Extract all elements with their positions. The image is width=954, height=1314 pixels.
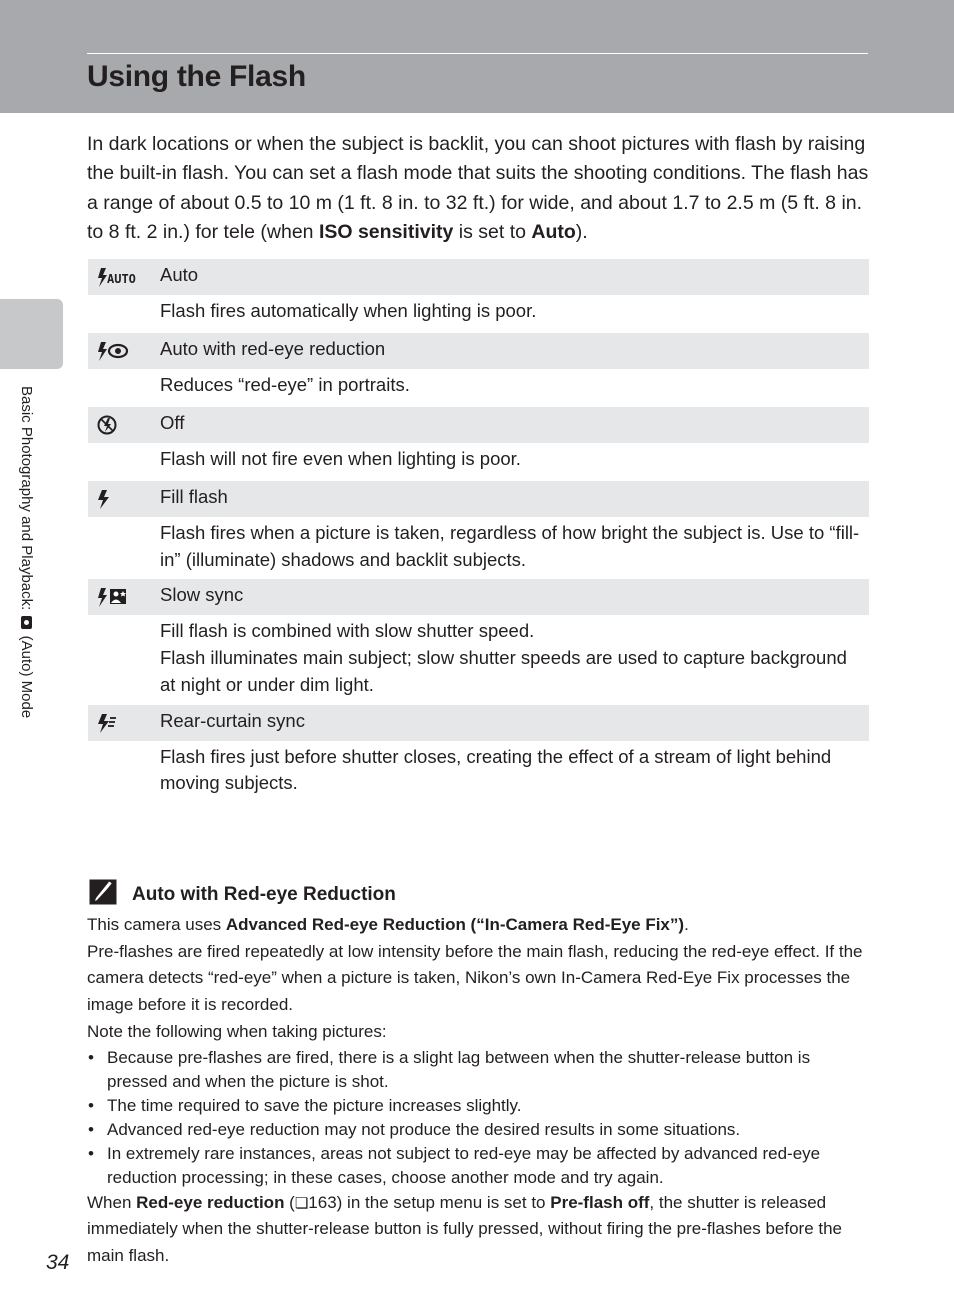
note-text: When bbox=[87, 1192, 137, 1212]
mode-name: Fill flash bbox=[160, 486, 228, 507]
side-tab-label-start: Basic Photography and Playback: bbox=[18, 386, 35, 615]
mode-row-red-eye bbox=[88, 333, 869, 407]
intro-auto: Auto bbox=[531, 220, 576, 243]
intro-iso-sensitivity: ISO sensitivity bbox=[318, 220, 454, 243]
rear-curtain-sync-icon bbox=[96, 712, 136, 734]
svg-text:AUTO: AUTO bbox=[107, 272, 136, 286]
mode-header bbox=[88, 481, 869, 517]
flash-mode-table bbox=[88, 259, 869, 803]
mode-row-off bbox=[88, 407, 869, 481]
mode-description-line: Flash illuminates main subject; slow shutter speeds are used to capture background at night or under dim light. bbox=[160, 647, 847, 695]
note-text: This camera uses bbox=[87, 915, 226, 934]
page-reference-icon: ❏ bbox=[294, 1193, 309, 1212]
mode-description: Flash fires just before shutter closes, creating the effect of a stream of light behind moving subjects. bbox=[160, 745, 832, 794]
mode-name: Auto bbox=[160, 264, 199, 285]
mode-name: Slow sync bbox=[160, 584, 244, 606]
mode-row-slow-sync bbox=[88, 579, 869, 704]
note-text: ( bbox=[284, 1192, 295, 1212]
note-text: . bbox=[684, 915, 689, 934]
mode-header bbox=[88, 259, 869, 295]
intro-text: In dark locations or when the subject is backlit, you can shoot pictures with flash by raising the built-in flash. You can set a flash mode that suits the shooting conditions. The flash has a range of about 0.5 to 10 m (1 ft. 8 in. to 32 ft.) for wide, and about 1.7 to 2.5 m (5 ft. 8 in. to 8 ft. 2 in.) for tele (when bbox=[87, 133, 869, 243]
mode-description-line: Fill flash is combined with slow shutter speed. bbox=[160, 620, 535, 642]
page-title: Using the Flash bbox=[87, 60, 306, 93]
note-bullet-list bbox=[87, 1046, 872, 1190]
note-text: , the shutter is released immediately when the shutter-release button is fully pressed, without firing the pre-flashes before the main flash. bbox=[87, 1192, 843, 1265]
intro-text-3: ). bbox=[575, 220, 588, 243]
mode-row-fill-flash bbox=[88, 481, 869, 579]
list-item: • Because pre-flashes are fired, there is a slight lag between when the shutter-release button is pressed and when the picture is shot. bbox=[87, 1046, 872, 1094]
fill-flash-icon bbox=[96, 488, 136, 510]
camera-icon bbox=[21, 616, 32, 629]
note-paragraph: Pre-flashes are fired repeatedly at low intensity before the main flash, reducing the red-eye effect. If the camera detects “red-eye” when a picture is taken, Nikon’s own In-Camera Red-Eye Fix processes the image before it is recorded. bbox=[87, 941, 863, 1015]
note-feature-name: Advanced Red-eye Reduction (“In-Camera Red-Eye Fix”) bbox=[225, 915, 685, 934]
mode-name: Off bbox=[160, 412, 185, 433]
note-paragraph: Note the following when taking pictures: bbox=[87, 1021, 387, 1041]
page-reference-link[interactable]: 163 bbox=[308, 1192, 337, 1212]
flash-off-icon bbox=[96, 414, 136, 436]
list-item: • Advanced red-eye reduction may not produce the desired results in some situations. bbox=[87, 1118, 872, 1142]
side-tab bbox=[0, 299, 63, 369]
slow-sync-icon bbox=[96, 586, 136, 608]
mode-header bbox=[88, 705, 869, 741]
note-setting-value: Pre-flash off bbox=[550, 1192, 650, 1212]
note-pencil-icon bbox=[89, 879, 117, 905]
mode-description: Flash fires automatically when lighting is poor. bbox=[160, 300, 537, 321]
side-tab-label bbox=[18, 386, 35, 718]
note-paragraph bbox=[87, 1190, 872, 1270]
header-rule bbox=[87, 53, 868, 54]
note-title: Auto with Red-eye Reduction bbox=[132, 884, 396, 905]
intro-paragraph bbox=[87, 130, 872, 247]
flash-auto-icon bbox=[96, 266, 136, 288]
mode-header bbox=[88, 407, 869, 443]
mode-header bbox=[88, 579, 869, 615]
mode-description: Flash will not fire even when lighting is poor. bbox=[160, 448, 521, 469]
mode-description: Reduces “red-eye” in portraits. bbox=[160, 374, 410, 395]
mode-row-rear-curtain bbox=[88, 705, 869, 803]
side-tab-label-end: (Auto) Mode bbox=[18, 631, 35, 719]
mode-name: Auto with red-eye reduction bbox=[160, 338, 386, 359]
note-paragraph bbox=[87, 912, 872, 939]
list-item: • The time required to save the picture increases slightly. bbox=[87, 1094, 872, 1118]
mode-header bbox=[88, 333, 869, 369]
mode-name: Rear-curtain sync bbox=[160, 709, 305, 731]
flash-red-eye-icon bbox=[96, 340, 136, 362]
intro-text-2: is set to bbox=[453, 220, 532, 243]
header-band bbox=[0, 0, 954, 113]
list-item: • In extremely rare instances, areas not subject to red-eye may be affected by advanced red-eye reduction processing; in these cases, choose another mode and try again. bbox=[87, 1142, 872, 1190]
mode-row-auto bbox=[88, 259, 869, 333]
page-number: 34 bbox=[46, 1251, 70, 1274]
note-setting-name: Red-eye reduction bbox=[136, 1192, 285, 1212]
note-body bbox=[87, 912, 872, 1270]
note-text: ) in the setup menu is set to bbox=[336, 1192, 551, 1212]
mode-description bbox=[88, 615, 869, 704]
mode-description: Flash fires when a picture is taken, regardless of how bright the subject is. Use to “fill-in” (illuminate) shadows and backlit subjects. bbox=[160, 522, 860, 570]
